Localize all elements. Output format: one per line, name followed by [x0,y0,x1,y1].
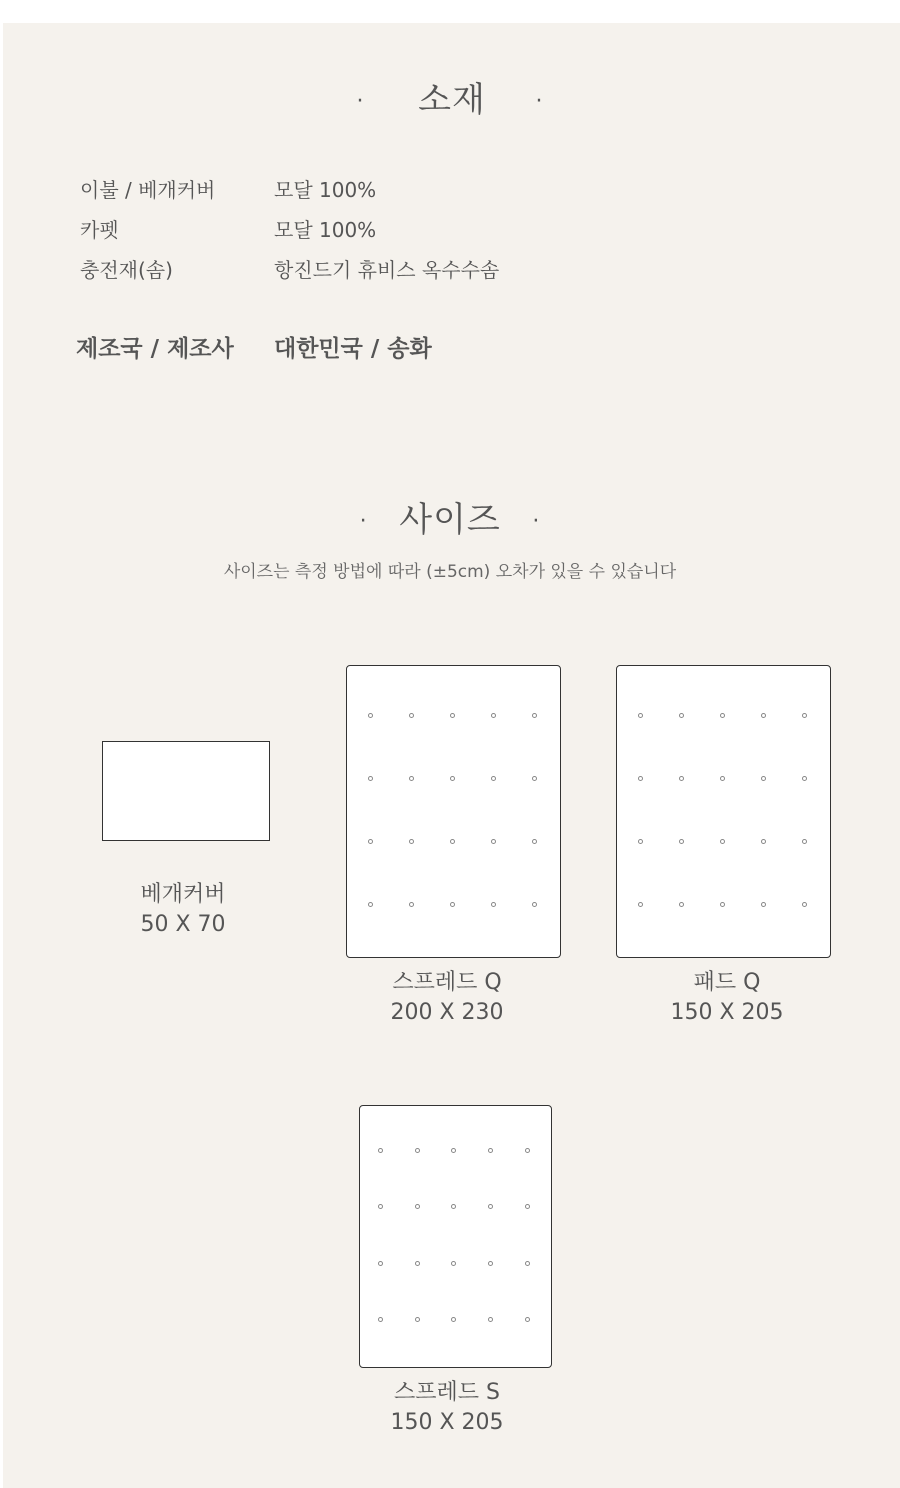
quilting-dot [451,1148,456,1153]
quilting-dot [679,839,684,844]
material-heading-text: 소재 [418,80,486,120]
item-name: 스프레드 S [394,1380,500,1405]
quilting-dot [450,902,455,907]
quilting-dot [638,776,643,781]
spread-s-quilting-dots [362,1122,546,1348]
quilting-dot [491,776,496,781]
quilting-dot [532,839,537,844]
quilting-dot [532,902,537,907]
material-heading [0,72,900,121]
quilting-dot [378,1148,383,1153]
quilting-dot [720,839,725,844]
item-dims: 50 X 70 [140,912,226,937]
quilting-dot [679,713,684,718]
quilting-dot [451,1204,456,1209]
quilting-dot [415,1204,420,1209]
pad-q-quilting-dots [620,684,825,936]
quilting-dot [525,1204,530,1209]
quilting-dot [378,1261,383,1266]
quilting-dot [415,1148,420,1153]
quilting-dot [720,902,725,907]
quilting-dot [488,1148,493,1153]
quilting-dot [450,776,455,781]
quilting-dot [638,713,643,718]
quilting-dot [761,776,766,781]
size-heading [0,492,900,541]
quilting-dot [409,839,414,844]
item-dims: 200 X 230 [390,1000,504,1025]
quilting-dot [368,902,373,907]
heading-dot-left: · [356,89,365,114]
material-row-label: 카펫 [80,218,119,242]
quilting-dot [488,1204,493,1209]
quilting-dot [761,902,766,907]
quilting-dot [378,1204,383,1209]
quilting-dot [491,713,496,718]
pillow-cover-caption [85,880,281,940]
quilting-dot [488,1317,493,1322]
quilting-dot [720,776,725,781]
quilting-dot [638,902,643,907]
spread-s-caption [347,1378,547,1438]
item-name: 패드 Q [693,970,761,995]
quilting-dot [802,776,807,781]
quilting-dot [415,1317,420,1322]
item-name: 베개커버 [140,882,226,907]
quilting-dot [761,713,766,718]
quilting-dot [532,776,537,781]
manufacturer-row [76,330,432,363]
size-note: 사이즈는 측정 방법에 따라 (±5cm) 오차가 있을 수 있습니다 [223,562,677,582]
manufacturer-label: 제조국 / 제조사 [76,336,234,362]
quilting-dot [409,713,414,718]
quilting-dot [761,839,766,844]
size-heading-text: 사이즈 [399,500,501,540]
quilting-dot [451,1261,456,1266]
pad-q-caption [627,968,827,1028]
quilting-dot [491,902,496,907]
quilting-dot [451,1317,456,1322]
quilting-dot [450,713,455,718]
material-row-label: 이불 / 베개커버 [80,178,216,202]
quilting-dot [525,1261,530,1266]
quilting-dot [525,1317,530,1322]
material-row-value: 항진드기 휴비스 옥수수솜 [274,258,500,282]
pillow-cover-diagram [102,741,270,841]
heading-dot-right: · [532,509,541,534]
quilting-dot [409,902,414,907]
heading-dot-right: · [535,89,544,114]
quilting-dot [368,713,373,718]
material-row-value: 모달 100% [274,218,377,242]
quilting-dot [532,713,537,718]
quilting-dot [378,1317,383,1322]
quilting-dot [491,839,496,844]
quilting-dot [488,1261,493,1266]
quilting-dot [802,839,807,844]
item-dims: 150 X 205 [670,1000,784,1025]
item-dims: 150 X 205 [390,1410,504,1435]
quilting-dot [525,1148,530,1153]
quilting-dot [409,776,414,781]
quilting-dot [720,713,725,718]
manufacturer-value: 대한민국 / 송화 [274,336,432,362]
spread-q-quilting-dots [350,684,555,936]
quilting-dot [368,839,373,844]
quilting-dot [679,902,684,907]
quilting-dot [638,839,643,844]
spread-q-caption [347,968,547,1028]
quilting-dot [802,713,807,718]
heading-dot-left: · [359,509,368,534]
quilting-dot [450,839,455,844]
quilting-dot [415,1261,420,1266]
quilting-dot [802,902,807,907]
material-row-label: 충전재(솜) [80,258,173,282]
item-name: 스프레드 Q [392,970,502,995]
quilting-dot [368,776,373,781]
quilting-dot [679,776,684,781]
material-row-value: 모달 100% [274,178,377,202]
